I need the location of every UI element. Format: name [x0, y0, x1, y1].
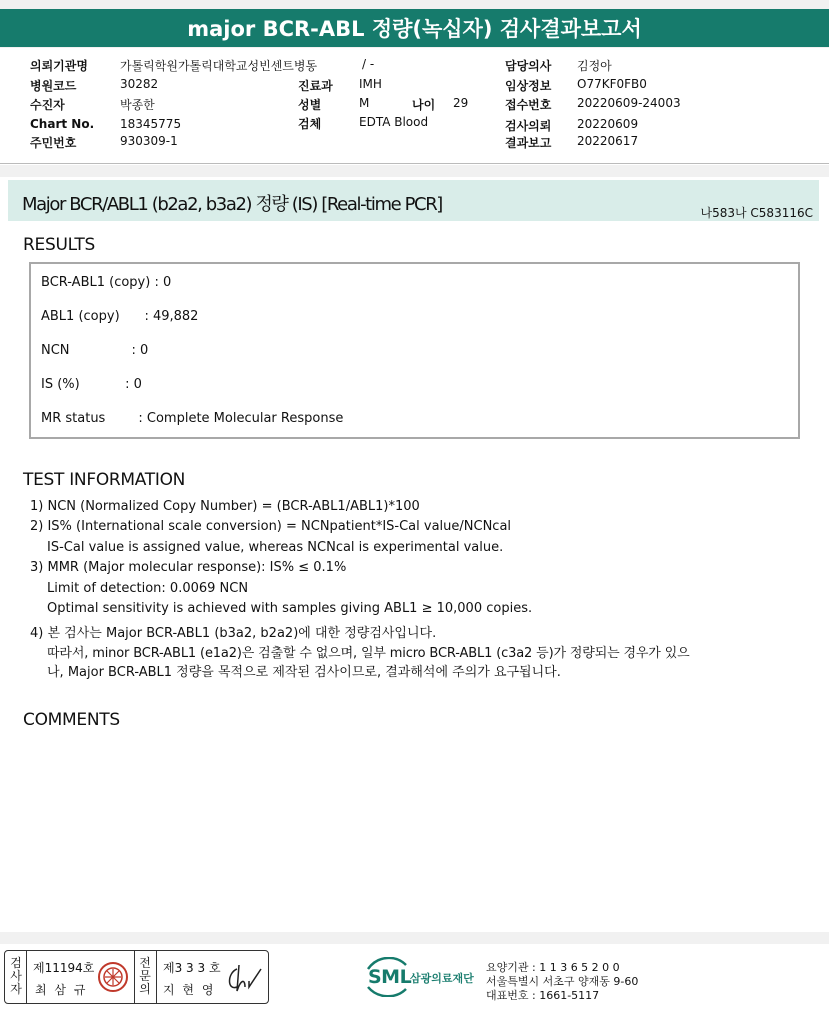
value-accession-no: 20220609-24003: [577, 96, 681, 110]
info-line: 나, Major BCR-ABL1 정량을 목적으로 제작된 검사이므로, 결과해석에 주의가 요구됩니다.: [47, 665, 561, 680]
info-line: 2) IS% (International scale conversion) = NCNpatient*IS-Cal value/NCNcal: [30, 519, 512, 534]
value-chart-no: 18345775: [120, 117, 182, 131]
org-address: 서울특별시 서초구 양재동 9-60: [486, 975, 639, 988]
result-abl1: ABL1 (copy) : 49,882: [41, 309, 199, 324]
test-title: Major BCR/ABL1 (b2a2, b3a2) 정량 (IS) [Real-time PCR]: [22, 194, 442, 215]
org-code: 요양기관 : 1 1 3 6 5 2 0 0: [486, 961, 620, 974]
value-report-date: 20220617: [577, 134, 639, 148]
value-requesting-institution: 가톨릭학원가톨릭대학교성빈센트병동: [120, 59, 318, 73]
result-ncn: NCN : 0: [41, 343, 149, 358]
results-heading: RESULTS: [23, 235, 95, 255]
seal-stamp-icon: [97, 961, 129, 993]
signature-icon: [223, 961, 263, 995]
divider: [156, 951, 157, 1003]
label-requesting-institution: 의뢰기관명: [30, 59, 88, 73]
label-doctor: 담당의사: [505, 59, 552, 73]
test-name-bar: [8, 180, 819, 221]
label-chart-no: Chart No.: [30, 117, 95, 131]
value-department: IMH: [359, 77, 382, 91]
inspector-name: 최 삼 규: [35, 983, 88, 997]
value-resident-no: 930309-1: [120, 134, 178, 148]
value-request-date: 20220609: [577, 117, 639, 131]
label-inspector-text: 검사자: [10, 956, 22, 996]
value-specimen: EDTA Blood: [359, 115, 429, 129]
info-line: Optimal sensitivity is achieved with samples giving ABL1 ≥ 10,000 copies.: [47, 601, 533, 616]
info-line: 3) MMR (Major molecular response): IS% ≤ 0.1%: [30, 560, 347, 575]
label-specialist-text: 전문의: [139, 956, 151, 996]
divider: [134, 951, 135, 1003]
info-line: Limit of detection: 0.0069 NCN: [47, 581, 249, 596]
label-accession-no: 접수번호: [505, 98, 552, 112]
header-divider: [0, 163, 829, 164]
label-clinical-info: 임상정보: [505, 79, 552, 93]
footer-band: [0, 932, 829, 944]
label-resident-no: 주민번호: [30, 136, 77, 150]
specialist-name: 지 현 영: [163, 983, 216, 997]
label-sex: 성별: [298, 98, 322, 112]
label-hospital-code: 병원코드: [30, 79, 77, 93]
specialist-license: 제3 3 3 호: [163, 961, 221, 975]
result-mr-status: MR status : Complete Molecular Response: [41, 411, 344, 426]
test-code: 나583나 C583116C: [700, 206, 813, 220]
signature-box: [4, 950, 269, 1004]
result-bcr-abl1: BCR-ABL1 (copy) : 0: [41, 275, 172, 290]
logo-text: SML: [368, 966, 412, 988]
value-age: 29: [453, 96, 469, 110]
info-line: 1) NCN (Normalized Copy Number) = (BCR-ABL1/ABL1)*100: [30, 499, 420, 514]
label-department: 진료과: [298, 79, 333, 93]
label-age: 나이: [412, 98, 436, 112]
label-specialist: [136, 957, 154, 996]
label-patient: 수진자: [30, 98, 65, 112]
label-request-date: 검사의뢰: [505, 119, 552, 133]
sml-logo: [366, 957, 481, 997]
value-hospital-code: 30282: [120, 77, 159, 91]
value-doctor: 김정아: [577, 59, 612, 73]
test-info-heading: TEST INFORMATION: [23, 470, 186, 490]
result-is: IS (%) : 0: [41, 377, 142, 392]
label-inspector: [7, 957, 25, 996]
value-clinical-info: O77KF0FB0: [577, 77, 647, 91]
label-report-date: 결과보고: [505, 136, 552, 150]
report-title: major BCR-ABL 정량(녹십자) 검사결과보고서: [0, 9, 829, 47]
value-ward: / -: [362, 57, 375, 71]
info-line: 따라서, minor BCR-ABL1 (e1a2)은 검출할 수 없으며, 일부 micro BCR-ABL1 (c3a2 등)가 정량되는 경우가 있으: [47, 646, 690, 661]
org-phone: 대표번호 : 1661-5117: [486, 989, 600, 1002]
org-name: 삼광의료재단: [410, 972, 474, 985]
info-line: 4) 본 검사는 Major BCR-ABL1 (b3a2, b2a2)에 대한 정량검사입니다.: [30, 626, 437, 641]
inspector-license: 제11194호: [33, 961, 95, 975]
value-patient: 박종한: [120, 98, 155, 112]
info-line: IS-Cal value is assigned value, whereas NCNcal is experimental value.: [47, 540, 504, 555]
separator-band: [0, 165, 829, 177]
divider: [26, 951, 27, 1003]
label-specimen: 검체: [298, 117, 322, 131]
results-box: [29, 262, 800, 439]
value-sex: M: [359, 96, 370, 110]
comments-heading: COMMENTS: [23, 710, 120, 730]
